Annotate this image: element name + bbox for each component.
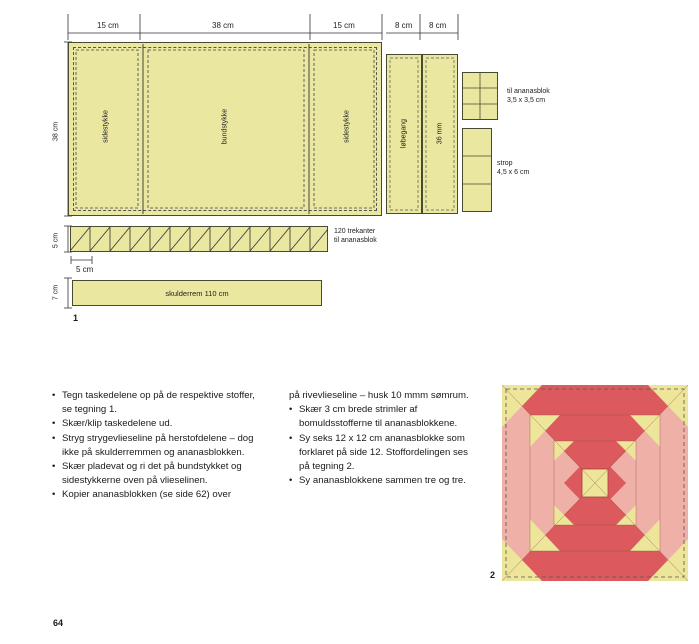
label-36mm: 36 mm [436,122,444,145]
label-strop-2: 4,5 x 6 cm [497,169,530,176]
dim-top-15a: 15 cm [97,21,119,30]
dim-top-8a: 8 cm [395,21,413,30]
dim-left-5: 5 cm [52,232,60,249]
strop-pieces [462,128,492,212]
bottom-dimension-line [70,255,100,265]
label-ananas-1: til ananasblok [507,88,550,95]
label-skulderrem: skulderrem 110 cm [165,289,229,298]
label-sidestykke-right: sidestykke [343,110,351,143]
dim-top-38: 38 cm [212,21,234,30]
instructions-column-2 [289,389,479,488]
dim-left-38: 38 cm [52,121,60,142]
dim-bottom-5: 5 cm [76,265,94,274]
figure-2-ananas-block [502,385,688,581]
instruction-item: • Skær 3 cm brede strimler af bomuldsstofferne til ananasblokkene. [289,403,479,431]
label-ananas-2: 3,5 x 3,5 cm [507,97,546,104]
figure-2-number: 2 [490,570,496,580]
label-trekanter-1: 120 trekanter [334,228,376,235]
instruction-item: • Stryg strygevlieseline på herstofdelene – dog ikke på skulderremmen og ananasblokken. [52,432,260,460]
page-number: 64 [53,618,64,628]
instruction-item: • Skær pladevat og ri det på bundstykket og sidestykkerne oven på vlieselinen. [52,460,260,488]
instructions-column-1 [52,389,260,503]
instruction-item: • Sy seks 12 x 12 cm ananasblokke som forklaret på side 12. Stoffordelingen ses på tegning 2. [289,432,479,475]
dim-top-15b: 15 cm [333,21,355,30]
ananas-squares-grid [462,72,498,120]
label-lobegang: løbegang [400,118,408,149]
label-bundstykke: bundstykke [221,108,229,145]
figure-1-number: 1 [73,313,79,323]
label-sidestykke-left: sidestykke [102,110,110,143]
instruction-item: • Kopier ananasblokken (se side 62) over [52,488,260,502]
dim-top-8b: 8 cm [429,21,447,30]
instruction-item: • Skær/klip taskedelene ud. [52,417,260,431]
instruction-item: • Sy ananasblokkene sammen tre og tre. [289,474,479,488]
instruction-item: • Tegn taskedelene op på de respektive stoffer, se tegning 1. [52,389,260,417]
dim-left-7: 7 cm [52,284,60,301]
lobegang-seams [386,54,458,214]
label-strop-1: strop [497,160,513,167]
instruction-continuation: på rivevlieseline – husk 10 mmm sømrum. [289,390,469,401]
triangle-strip [70,226,328,252]
label-trekanter-2: til ananasblok [334,237,377,244]
